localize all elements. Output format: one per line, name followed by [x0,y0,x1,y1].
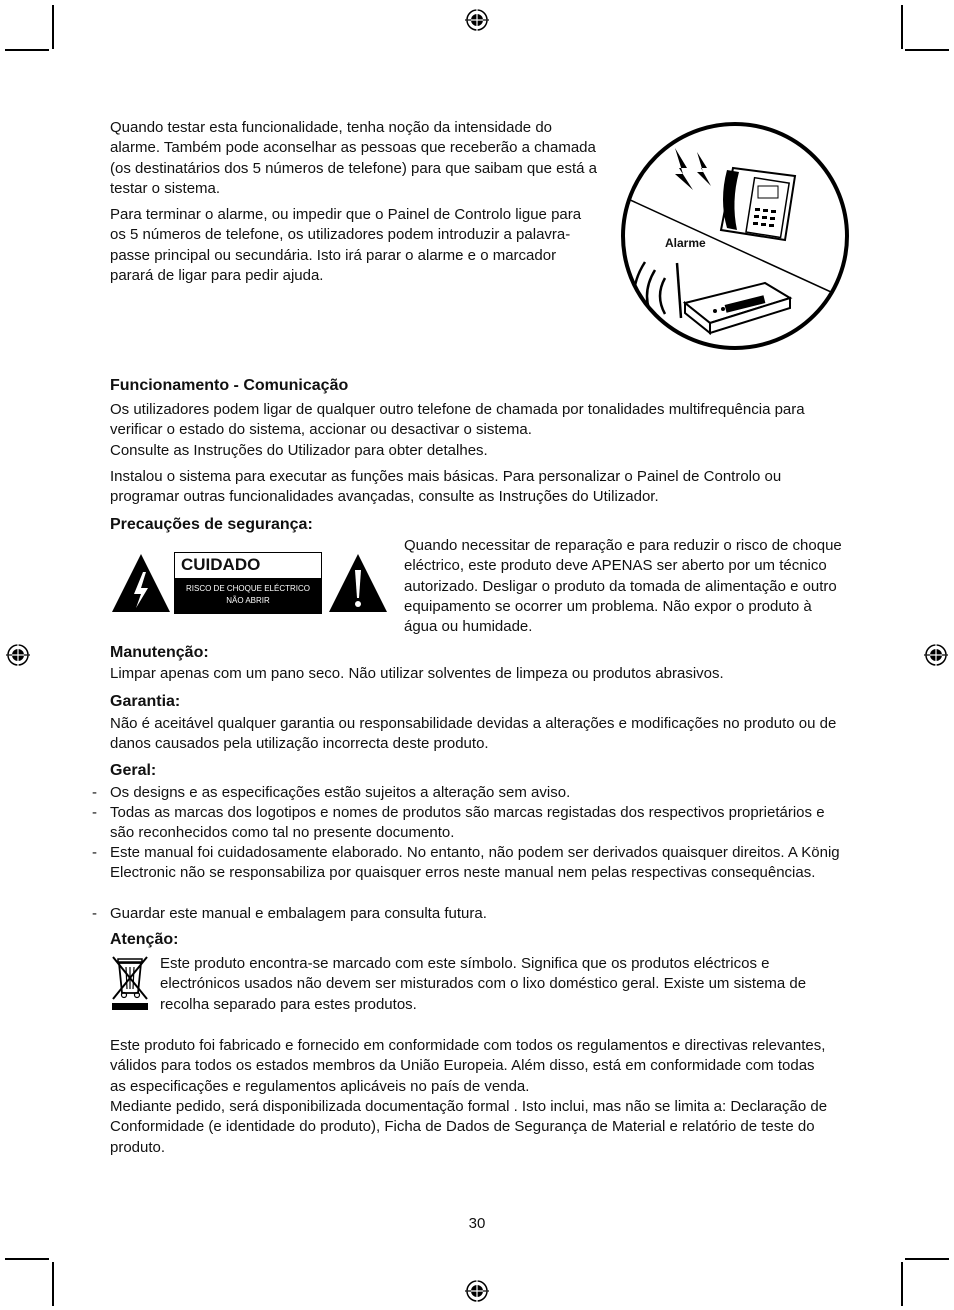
crop-mark [52,1262,54,1306]
section-heading-warranty: Garantia: [110,693,181,710]
control-panel-icon [677,263,790,333]
warranty-paragraph: Não é aceitável qualquer garantia ou responsabilidade devidas a alterações e modificações no produto ou de danos causados pela utilização incorrecta deste produto. [110,715,837,753]
alarm-label: Alarme [665,236,706,250]
list-item-text: Guardar este manual e embalagem para consulta futura. [110,905,487,922]
telephone-icon [721,168,795,240]
conformity-paragraph: Este produto foi fabricado e fornecido em conformidade com todos os regulamentos e directivas relevantes, válidos para todos os estados membros da União Europeia. Além disso, está em conformidade com todas as especificações e regulamentos aplicáveis no país de venda. [110,1037,826,1095]
communication-paragraph: Instalou o sistema para executar as funções mais básicas. Para personalizar o Painel de Controlo ou programar outras funcionalidades avançadas, consulte as Instruções do Utilizador. [110,468,782,506]
communication-paragraph: Consulte as Instruções do Utilizador para obter detalhes. [110,442,488,459]
intro-paragraph: Para terminar o alarme, ou impedir que o Painel de Controlo ligue para os 5 números de telefone, os utilizadores podem introduzir a palavra-passe principal ou secundária. Isto irá parar o alarme e o marcador parará de ligar para pedir ajuda. [110,206,582,284]
caution-line: NÃO ABRIR [226,596,270,605]
conformity-paragraph: Mediante pedido, será disponibilizada documentação formal . Isto inclui, mas não se limita a: Declaração de Conformidade (e identidade do produto), Ficha de Dados de Segurança de Material e relatório de teste do produto. [110,1098,828,1156]
crop-mark [901,1262,903,1306]
section-heading-general: Geral: [110,762,157,779]
section-heading-attention: Atenção: [110,931,179,948]
maintenance-paragraph: Limpar apenas com um pano seco. Não utilizar solventes de limpeza ou produtos abrasivos. [110,665,724,682]
registration-mark-icon [6,643,30,667]
crop-mark [905,1258,949,1260]
crop-mark [901,5,903,49]
list-item-text: Os designs e as especificações estão sujeitos a alteração sem aviso. [110,784,571,801]
list-item-text: Todas as marcas dos logotipos e nomes de produtos são marcas registadas dos respectivos proprietários e são reconhecidos como tal no presente documento. [110,804,825,842]
caution-line: RISCO DE CHOQUE ELÉCTRICO [185,584,310,593]
crop-mark [905,49,949,51]
attention-paragraph: Este produto encontra-se marcado com este símbolo. Significa que os produtos eléctricos e electrónicos usados não devem ser misturados com o lixo doméstico geral. Existe um sistema de recolha separado para estes produtos. [160,955,807,1013]
crop-mark [52,5,54,49]
weee-crossed-bin-icon [110,955,150,1013]
section-heading-communication: Funcionamento - Comunicação [110,377,349,394]
section-heading-maintenance: Manutenção: [110,644,209,661]
caution-bar [175,578,321,613]
alarm-illustration [615,118,855,358]
crop-mark [5,49,49,51]
registration-mark-icon [465,8,489,32]
registration-mark-icon [924,643,948,667]
section-heading-safety: Precauções de segurança: [110,516,313,533]
caution-title: CUIDADO [181,555,261,574]
caution-label [174,552,322,614]
electric-shock-warning-icon [110,552,172,614]
safety-paragraph: Quando necessitar de reparação e para reduzir o risco de choque eléctrico, este produto deve APENAS ser aberto por um técnico autorizado. Desligar o produto da tomada de alimentação e outro equipamento se ocorrer um problema. Não expor o produto à água ou humidade. [404,537,842,636]
page-number: 30 [468,1215,486,1232]
list-item-text: Este manual foi cuidadosamente elaborado. No entanto, não podem ser derivados quaisquer direitos. A König Electronic não se responsabiliza por quaisquer erros neste manual nem pelas respectivas consequências. [110,844,840,882]
registration-mark-icon [465,1279,489,1303]
exclamation-warning-icon [327,552,389,614]
intro-paragraph: Quando testar esta funcionalidade, tenha noção da intensidade do alarme. Também pode aconselhar as pessoas que receberão a chamada (os destinatários dos 5 números de telefone) para que saibam que está a testar o sistema. [110,119,597,197]
crop-mark [5,1258,49,1260]
communication-paragraph: Os utilizadores podem ligar de qualquer outro telefone de chamada por tonalidades multifrequência para verificar o estado do sistema, accionar ou desactivar o sistema. [110,401,805,439]
